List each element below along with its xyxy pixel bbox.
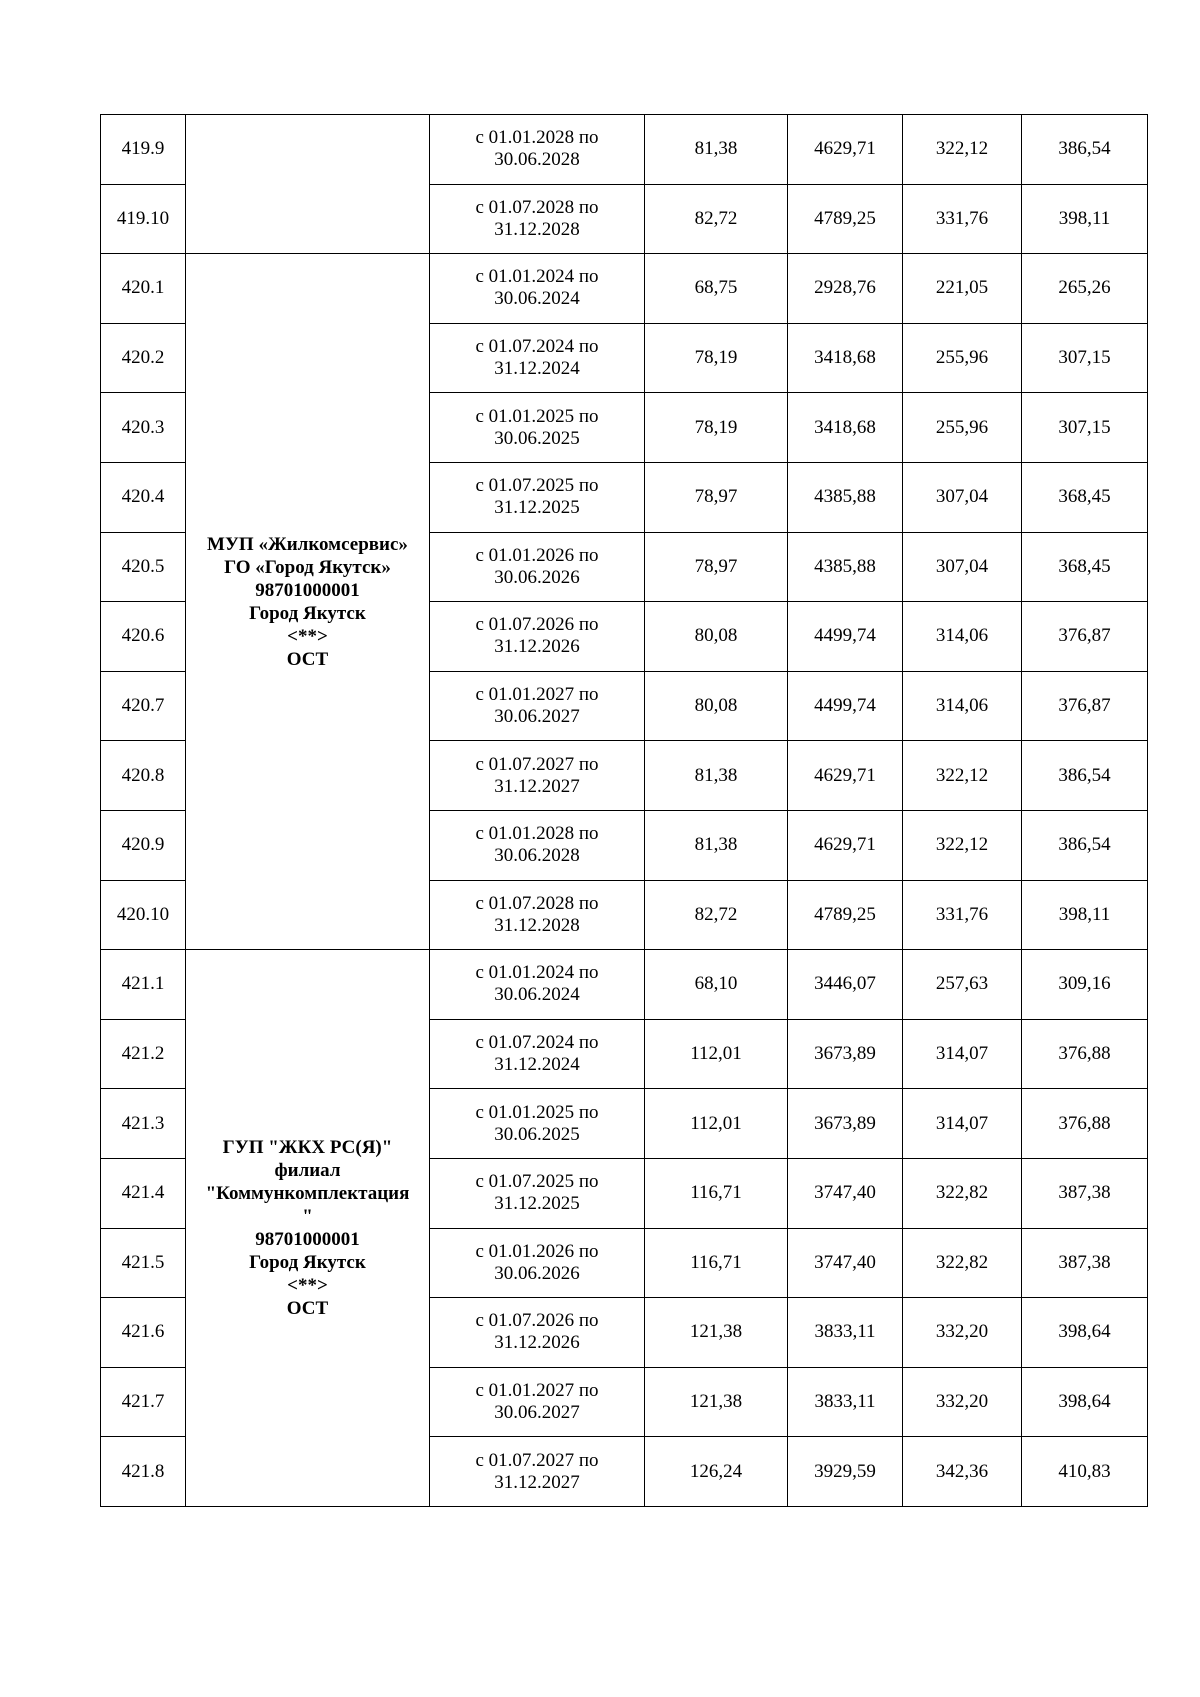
period-cell: [430, 1089, 645, 1159]
organization-line: Город Якутск: [249, 1252, 366, 1273]
period-to: 30.06.2027: [494, 706, 580, 728]
value-cell-2: 4789,25: [788, 880, 903, 950]
row-number-cell: 421.6: [101, 1298, 186, 1368]
value-cell-3: 331,76: [903, 880, 1022, 950]
period-to: 31.12.2025: [494, 497, 580, 519]
table-row: [101, 115, 1148, 185]
value-cell-1: 78,19: [645, 393, 788, 463]
period-to: 30.06.2026: [494, 566, 580, 588]
value-cell-2: 4629,71: [788, 741, 903, 811]
row-number-cell: 420.6: [101, 602, 186, 672]
value-cell-2: 3833,11: [788, 1367, 903, 1437]
value-cell-3: 331,76: [903, 184, 1022, 254]
period-to: 30.06.2025: [494, 1123, 580, 1145]
value-cell-2: 2928,76: [788, 254, 903, 324]
period-to: 30.06.2024: [494, 288, 580, 310]
value-cell-4: 307,15: [1022, 323, 1148, 393]
period-from: с 01.01.2027 по: [475, 1379, 599, 1401]
value-cell-4: 386,54: [1022, 741, 1148, 811]
value-cell-1: 80,08: [645, 671, 788, 741]
organization-cell: [186, 115, 430, 254]
value-cell-4: 398,11: [1022, 880, 1148, 950]
organization-line: МУП «Жилкомсервис»: [207, 533, 408, 555]
organization-line: Город Якутск: [249, 602, 366, 624]
value-cell-4: 398,11: [1022, 184, 1148, 254]
row-number-cell: 421.4: [101, 1158, 186, 1228]
value-cell-1: 81,38: [645, 115, 788, 185]
period-to: 31.12.2026: [494, 1332, 580, 1354]
value-cell-3: 342,36: [903, 1437, 1022, 1507]
row-number-cell: 421.8: [101, 1437, 186, 1507]
period-to: 30.06.2026: [494, 1262, 580, 1284]
value-cell-4: 387,38: [1022, 1228, 1148, 1298]
row-number-cell: 420.9: [101, 810, 186, 880]
value-cell-2: 3747,40: [788, 1158, 903, 1228]
value-cell-2: 3929,59: [788, 1437, 903, 1507]
value-cell-1: 68,75: [645, 254, 788, 324]
value-cell-3: 314,07: [903, 1089, 1022, 1159]
value-cell-1: 112,01: [645, 1089, 788, 1159]
period-to: 30.06.2028: [494, 845, 580, 867]
period-cell: [430, 671, 645, 741]
period-from: с 01.07.2024 по: [475, 1032, 599, 1054]
period-from: с 01.01.2024 по: [475, 266, 599, 288]
period-cell: [430, 741, 645, 811]
value-cell-3: 307,04: [903, 462, 1022, 532]
row-number-cell: 420.8: [101, 741, 186, 811]
row-number-cell: 421.1: [101, 950, 186, 1020]
row-number-cell: 420.5: [101, 532, 186, 602]
value-cell-2: 3673,89: [788, 1089, 903, 1159]
value-cell-3: 221,05: [903, 254, 1022, 324]
value-cell-4: 376,87: [1022, 671, 1148, 741]
value-cell-2: 4499,74: [788, 671, 903, 741]
value-cell-2: 3418,68: [788, 393, 903, 463]
period-from: с 01.07.2028 по: [475, 196, 599, 218]
period-to: 31.12.2028: [494, 914, 580, 936]
row-number-cell: 421.2: [101, 1019, 186, 1089]
period-cell: [430, 602, 645, 672]
value-cell-1: 112,01: [645, 1019, 788, 1089]
organization-line: 98701000001: [255, 1229, 360, 1250]
value-cell-1: 82,72: [645, 880, 788, 950]
value-cell-4: 410,83: [1022, 1437, 1148, 1507]
value-cell-3: 314,06: [903, 602, 1022, 672]
organization-cell: [186, 950, 430, 1507]
value-cell-4: 387,38: [1022, 1158, 1148, 1228]
period-to: 31.12.2025: [494, 1193, 580, 1215]
value-cell-4: 376,87: [1022, 602, 1148, 672]
organization-line: ГО «Город Якутск»: [224, 556, 391, 578]
period-from: с 01.07.2024 по: [475, 336, 599, 358]
period-from: с 01.01.2025 по: [475, 405, 599, 427]
period-cell: [430, 810, 645, 880]
period-from: с 01.07.2025 по: [475, 475, 599, 497]
period-cell: [430, 880, 645, 950]
value-cell-3: 332,20: [903, 1367, 1022, 1437]
row-number-cell: 421.5: [101, 1228, 186, 1298]
period-from: с 01.07.2028 по: [475, 892, 599, 914]
value-cell-1: 78,97: [645, 462, 788, 532]
period-to: 31.12.2024: [494, 358, 580, 380]
row-number-cell: 420.4: [101, 462, 186, 532]
value-cell-3: 314,07: [903, 1019, 1022, 1089]
table-body: [101, 115, 1148, 1507]
period-from: с 01.07.2025 по: [475, 1171, 599, 1193]
value-cell-1: 78,97: [645, 532, 788, 602]
value-cell-1: 81,38: [645, 810, 788, 880]
value-cell-3: 322,12: [903, 115, 1022, 185]
period-to: 30.06.2024: [494, 984, 580, 1006]
value-cell-1: 116,71: [645, 1158, 788, 1228]
value-cell-4: 376,88: [1022, 1089, 1148, 1159]
period-to: 30.06.2025: [494, 427, 580, 449]
value-cell-4: 398,64: [1022, 1298, 1148, 1368]
value-cell-4: 376,88: [1022, 1019, 1148, 1089]
value-cell-3: 322,12: [903, 741, 1022, 811]
row-number-cell: 420.10: [101, 880, 186, 950]
value-cell-2: 4385,88: [788, 462, 903, 532]
value-cell-3: 332,20: [903, 1298, 1022, 1368]
period-cell: [430, 184, 645, 254]
row-number-cell: 420.2: [101, 323, 186, 393]
period-cell: [430, 950, 645, 1020]
period-from: с 01.07.2026 по: [475, 1310, 599, 1332]
period-cell: [430, 462, 645, 532]
value-cell-3: 255,96: [903, 323, 1022, 393]
period-cell: [430, 393, 645, 463]
value-cell-4: 265,26: [1022, 254, 1148, 324]
row-number-cell: 419.9: [101, 115, 186, 185]
value-cell-2: 4629,71: [788, 115, 903, 185]
value-cell-2: 4499,74: [788, 602, 903, 672]
value-cell-4: 398,64: [1022, 1367, 1148, 1437]
row-number-cell: 420.3: [101, 393, 186, 463]
row-number-cell: 421.3: [101, 1089, 186, 1159]
value-cell-4: 309,16: [1022, 950, 1148, 1020]
period-cell: [430, 1367, 645, 1437]
value-cell-1: 116,71: [645, 1228, 788, 1298]
value-cell-3: 322,82: [903, 1228, 1022, 1298]
value-cell-2: 3833,11: [788, 1298, 903, 1368]
period-to: 31.12.2027: [494, 1471, 580, 1493]
organization-line: ГУП "ЖКХ РС(Я)": [222, 1137, 393, 1158]
period-to: 31.12.2026: [494, 636, 580, 658]
table-row: [101, 254, 1148, 324]
value-cell-3: 257,63: [903, 950, 1022, 1020]
organization-cell: [186, 254, 430, 950]
row-number-cell: 420.1: [101, 254, 186, 324]
organization-line: ": [302, 1206, 313, 1227]
value-cell-4: 307,15: [1022, 393, 1148, 463]
organization-line: <**>: [287, 625, 328, 647]
period-to: 30.06.2027: [494, 1401, 580, 1423]
period-cell: [430, 115, 645, 185]
period-from: с 01.07.2027 по: [475, 753, 599, 775]
value-cell-1: 126,24: [645, 1437, 788, 1507]
period-cell: [430, 1158, 645, 1228]
period-to: 31.12.2028: [494, 218, 580, 240]
period-cell: [430, 532, 645, 602]
value-cell-2: 3418,68: [788, 323, 903, 393]
value-cell-4: 386,54: [1022, 115, 1148, 185]
row-number-cell: 419.10: [101, 184, 186, 254]
value-cell-4: 386,54: [1022, 810, 1148, 880]
value-cell-2: 3747,40: [788, 1228, 903, 1298]
period-from: с 01.01.2025 по: [475, 1101, 599, 1123]
organization-line: ОСТ: [286, 1298, 329, 1319]
value-cell-3: 255,96: [903, 393, 1022, 463]
value-cell-1: 82,72: [645, 184, 788, 254]
organization-line: филиал: [274, 1160, 341, 1181]
row-number-cell: 420.7: [101, 671, 186, 741]
value-cell-2: 4789,25: [788, 184, 903, 254]
row-number-cell: 421.7: [101, 1367, 186, 1437]
period-cell: [430, 1437, 645, 1507]
organization-line: 98701000001: [255, 579, 360, 601]
period-cell: [430, 323, 645, 393]
value-cell-1: 121,38: [645, 1298, 788, 1368]
period-to: 31.12.2024: [494, 1054, 580, 1076]
period-cell: [430, 1228, 645, 1298]
value-cell-1: 121,38: [645, 1367, 788, 1437]
value-cell-2: 3446,07: [788, 950, 903, 1020]
period-from: с 01.07.2027 по: [475, 1449, 599, 1471]
organization-line: <**>: [287, 1275, 328, 1296]
period-cell: [430, 1019, 645, 1089]
period-from: с 01.07.2026 по: [475, 614, 599, 636]
period-from: с 01.01.2027 по: [475, 684, 599, 706]
period-cell: [430, 254, 645, 324]
period-from: с 01.01.2024 по: [475, 962, 599, 984]
value-cell-4: 368,45: [1022, 462, 1148, 532]
value-cell-1: 80,08: [645, 602, 788, 672]
organization-line: ОСТ: [286, 648, 329, 670]
value-cell-3: 322,12: [903, 810, 1022, 880]
value-cell-2: 4385,88: [788, 532, 903, 602]
value-cell-2: 4629,71: [788, 810, 903, 880]
period-from: с 01.01.2026 по: [475, 544, 599, 566]
value-cell-1: 68,10: [645, 950, 788, 1020]
period-from: с 01.01.2028 по: [475, 127, 599, 149]
period-from: с 01.01.2026 по: [475, 1240, 599, 1262]
value-cell-3: 307,04: [903, 532, 1022, 602]
value-cell-4: 368,45: [1022, 532, 1148, 602]
value-cell-1: 78,19: [645, 323, 788, 393]
period-to: 31.12.2027: [494, 775, 580, 797]
organization-line: "Коммункомплектация: [205, 1183, 410, 1204]
value-cell-1: 81,38: [645, 741, 788, 811]
value-cell-2: 3673,89: [788, 1019, 903, 1089]
value-cell-3: 314,06: [903, 671, 1022, 741]
value-cell-3: 322,82: [903, 1158, 1022, 1228]
table-row: [101, 950, 1148, 1020]
period-cell: [430, 1298, 645, 1368]
period-from: с 01.01.2028 по: [475, 823, 599, 845]
period-to: 30.06.2028: [494, 149, 580, 171]
tariff-table: [100, 114, 1148, 1507]
